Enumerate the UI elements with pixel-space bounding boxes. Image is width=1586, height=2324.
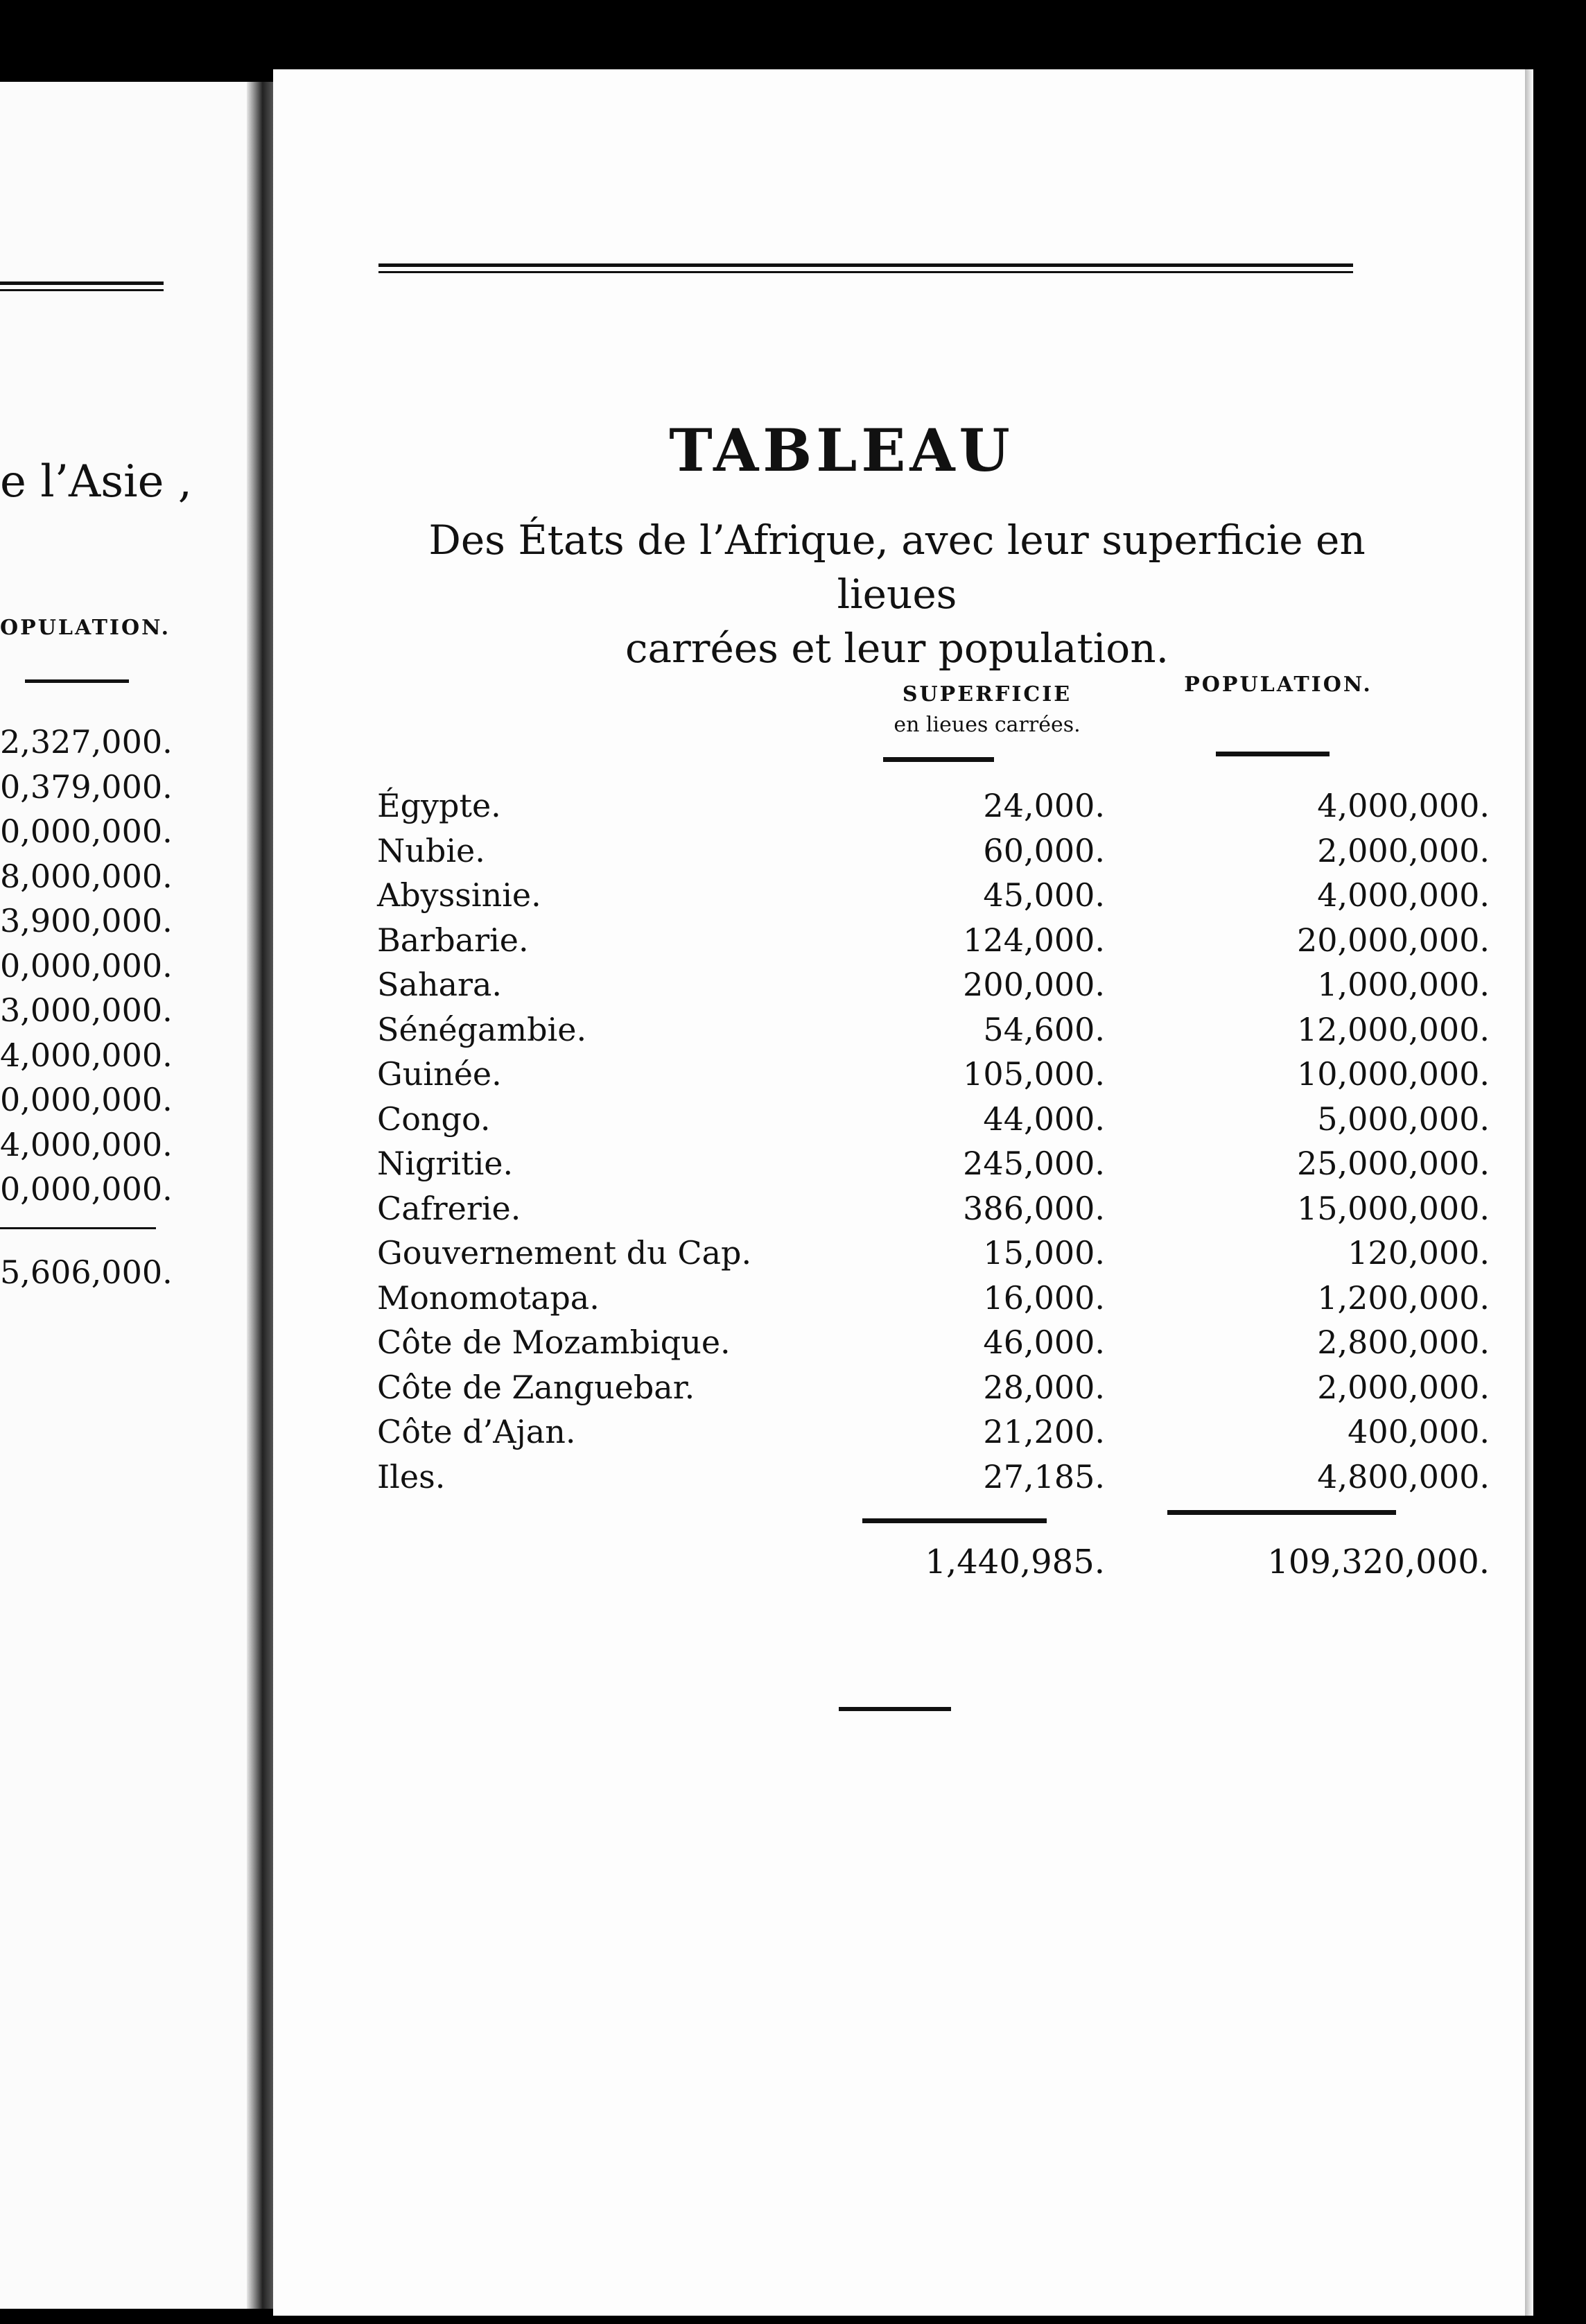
table-row [377, 1231, 1500, 1276]
population-value: 5,000,000. [1317, 1100, 1490, 1138]
area-header-line-2: en lieues carrées. [894, 713, 1081, 737]
state-name: Barbarie. [377, 921, 529, 959]
left-values [0, 720, 173, 1212]
left-column-rule [25, 679, 129, 683]
population-value: 10,000,000. [1297, 1055, 1490, 1093]
area-value: 15,000. [983, 1234, 1105, 1272]
area-header-line-1: SUPERFICIE [902, 682, 1072, 706]
population-total: 109,320,000. [1267, 1543, 1490, 1581]
left-value: 4,000,000. [0, 1036, 173, 1074]
left-value: 2,327,000. [0, 723, 173, 761]
table-row [377, 829, 1500, 874]
page-edge [1525, 69, 1533, 2316]
state-name: Iles. [377, 1457, 446, 1495]
population-value: 2,800,000. [1317, 1324, 1490, 1361]
population-value: 2,000,000. [1317, 1368, 1490, 1406]
table-row [377, 918, 1500, 963]
state-name: Égypte. [377, 787, 501, 824]
state-name: Sénégambie. [377, 1010, 587, 1048]
state-name: Côte de Zanguebar. [377, 1368, 695, 1406]
left-value: 0,000,000. [0, 813, 173, 850]
left-partial-title: e l’Asie , [0, 456, 193, 508]
population-value: 4,000,000. [1317, 876, 1490, 914]
state-name: Sahara. [377, 966, 503, 1003]
population-value: 12,000,000. [1297, 1010, 1490, 1048]
table-row [377, 1320, 1500, 1365]
table-row [377, 1186, 1500, 1231]
left-top-rule [0, 281, 164, 291]
left-value: 0,379,000. [0, 768, 173, 806]
population-value: 120,000. [1348, 1234, 1490, 1272]
left-value: 3,000,000. [0, 991, 173, 1029]
left-value: 0,000,000. [0, 1081, 173, 1118]
area-total-rule [862, 1518, 1047, 1523]
area-value: 105,000. [963, 1055, 1105, 1093]
area-value: 45,000. [983, 876, 1105, 914]
area-value: 200,000. [963, 966, 1105, 1003]
left-value: 4,000,000. [0, 1125, 173, 1163]
population-header-rule [1216, 752, 1330, 756]
area-value: 16,000. [983, 1278, 1105, 1317]
table-row [377, 1052, 1500, 1097]
population-value: 2,000,000. [1317, 831, 1490, 869]
table-rows [377, 783, 1500, 1499]
area-value: 24,000. [983, 787, 1105, 824]
area-total: 1,440,985. [925, 1543, 1105, 1581]
left-value: 0,000,000. [0, 946, 173, 985]
state-name: Abyssinie. [377, 876, 541, 914]
table-row [377, 1007, 1500, 1052]
table-row [377, 873, 1500, 918]
book-gutter [247, 82, 273, 2309]
left-value: 8,000,000. [0, 857, 173, 895]
population-value: 20,000,000. [1297, 921, 1490, 959]
population-value: 4,800,000. [1317, 1457, 1490, 1495]
area-column-header [814, 679, 1160, 740]
table-row [377, 962, 1500, 1007]
area-value: 386,000. [963, 1189, 1105, 1227]
subtitle-line-1: Des États de l’Afrique, avec leur superficie en lieues [428, 517, 1366, 618]
left-page [0, 82, 247, 2309]
state-name: Cafrerie. [377, 1189, 521, 1227]
bottom-rule [839, 1707, 951, 1711]
area-value: 46,000. [983, 1324, 1105, 1361]
area-value: 245,000. [963, 1145, 1105, 1182]
page-subtitle [377, 513, 1417, 675]
table-row [377, 1410, 1500, 1455]
state-name: Guinée. [377, 1055, 502, 1093]
table-row [377, 1365, 1500, 1410]
table-row [377, 1276, 1500, 1321]
area-value: 124,000. [963, 921, 1105, 959]
right-page [273, 69, 1529, 2316]
state-name: Nubie. [377, 831, 485, 869]
subtitle-line-2: carrées et leur population. [625, 625, 1169, 672]
left-column-header: OPULATION. [0, 616, 171, 640]
area-value: 21,200. [983, 1413, 1105, 1450]
state-name: Côte d’Ajan. [377, 1413, 576, 1450]
left-total-rule [0, 1227, 156, 1229]
left-total: 5,606,000. [0, 1254, 173, 1291]
area-value: 44,000. [983, 1100, 1105, 1138]
area-value: 28,000. [983, 1368, 1105, 1406]
population-value: 4,000,000. [1317, 787, 1490, 824]
area-header-rule [883, 757, 994, 762]
population-value: 25,000,000. [1297, 1145, 1490, 1182]
table-row [377, 1141, 1500, 1186]
population-value: 1,200,000. [1317, 1278, 1490, 1317]
state-name: Gouvernement du Cap. [377, 1234, 752, 1272]
state-name: Nigritie. [377, 1145, 514, 1182]
state-name: Monomotapa. [377, 1278, 600, 1317]
page-title: TABLEAU [669, 416, 1014, 485]
table-row [377, 783, 1500, 829]
area-value: 54,600. [983, 1010, 1105, 1048]
top-double-rule [378, 263, 1353, 273]
left-value: 0,000,000. [0, 1170, 173, 1208]
population-value: 1,000,000. [1317, 966, 1490, 1003]
table-row [377, 1455, 1500, 1500]
population-value: 15,000,000. [1297, 1189, 1490, 1227]
area-value: 60,000. [983, 831, 1105, 869]
state-name: Congo. [377, 1100, 491, 1138]
population-column-header: POPULATION. [1184, 673, 1372, 697]
population-total-rule [1167, 1510, 1396, 1515]
left-value: 3,900,000. [0, 902, 173, 939]
area-value: 27,185. [983, 1457, 1105, 1495]
table-row [377, 1097, 1500, 1142]
state-name: Côte de Mozambique. [377, 1324, 731, 1361]
population-value: 400,000. [1348, 1413, 1490, 1450]
